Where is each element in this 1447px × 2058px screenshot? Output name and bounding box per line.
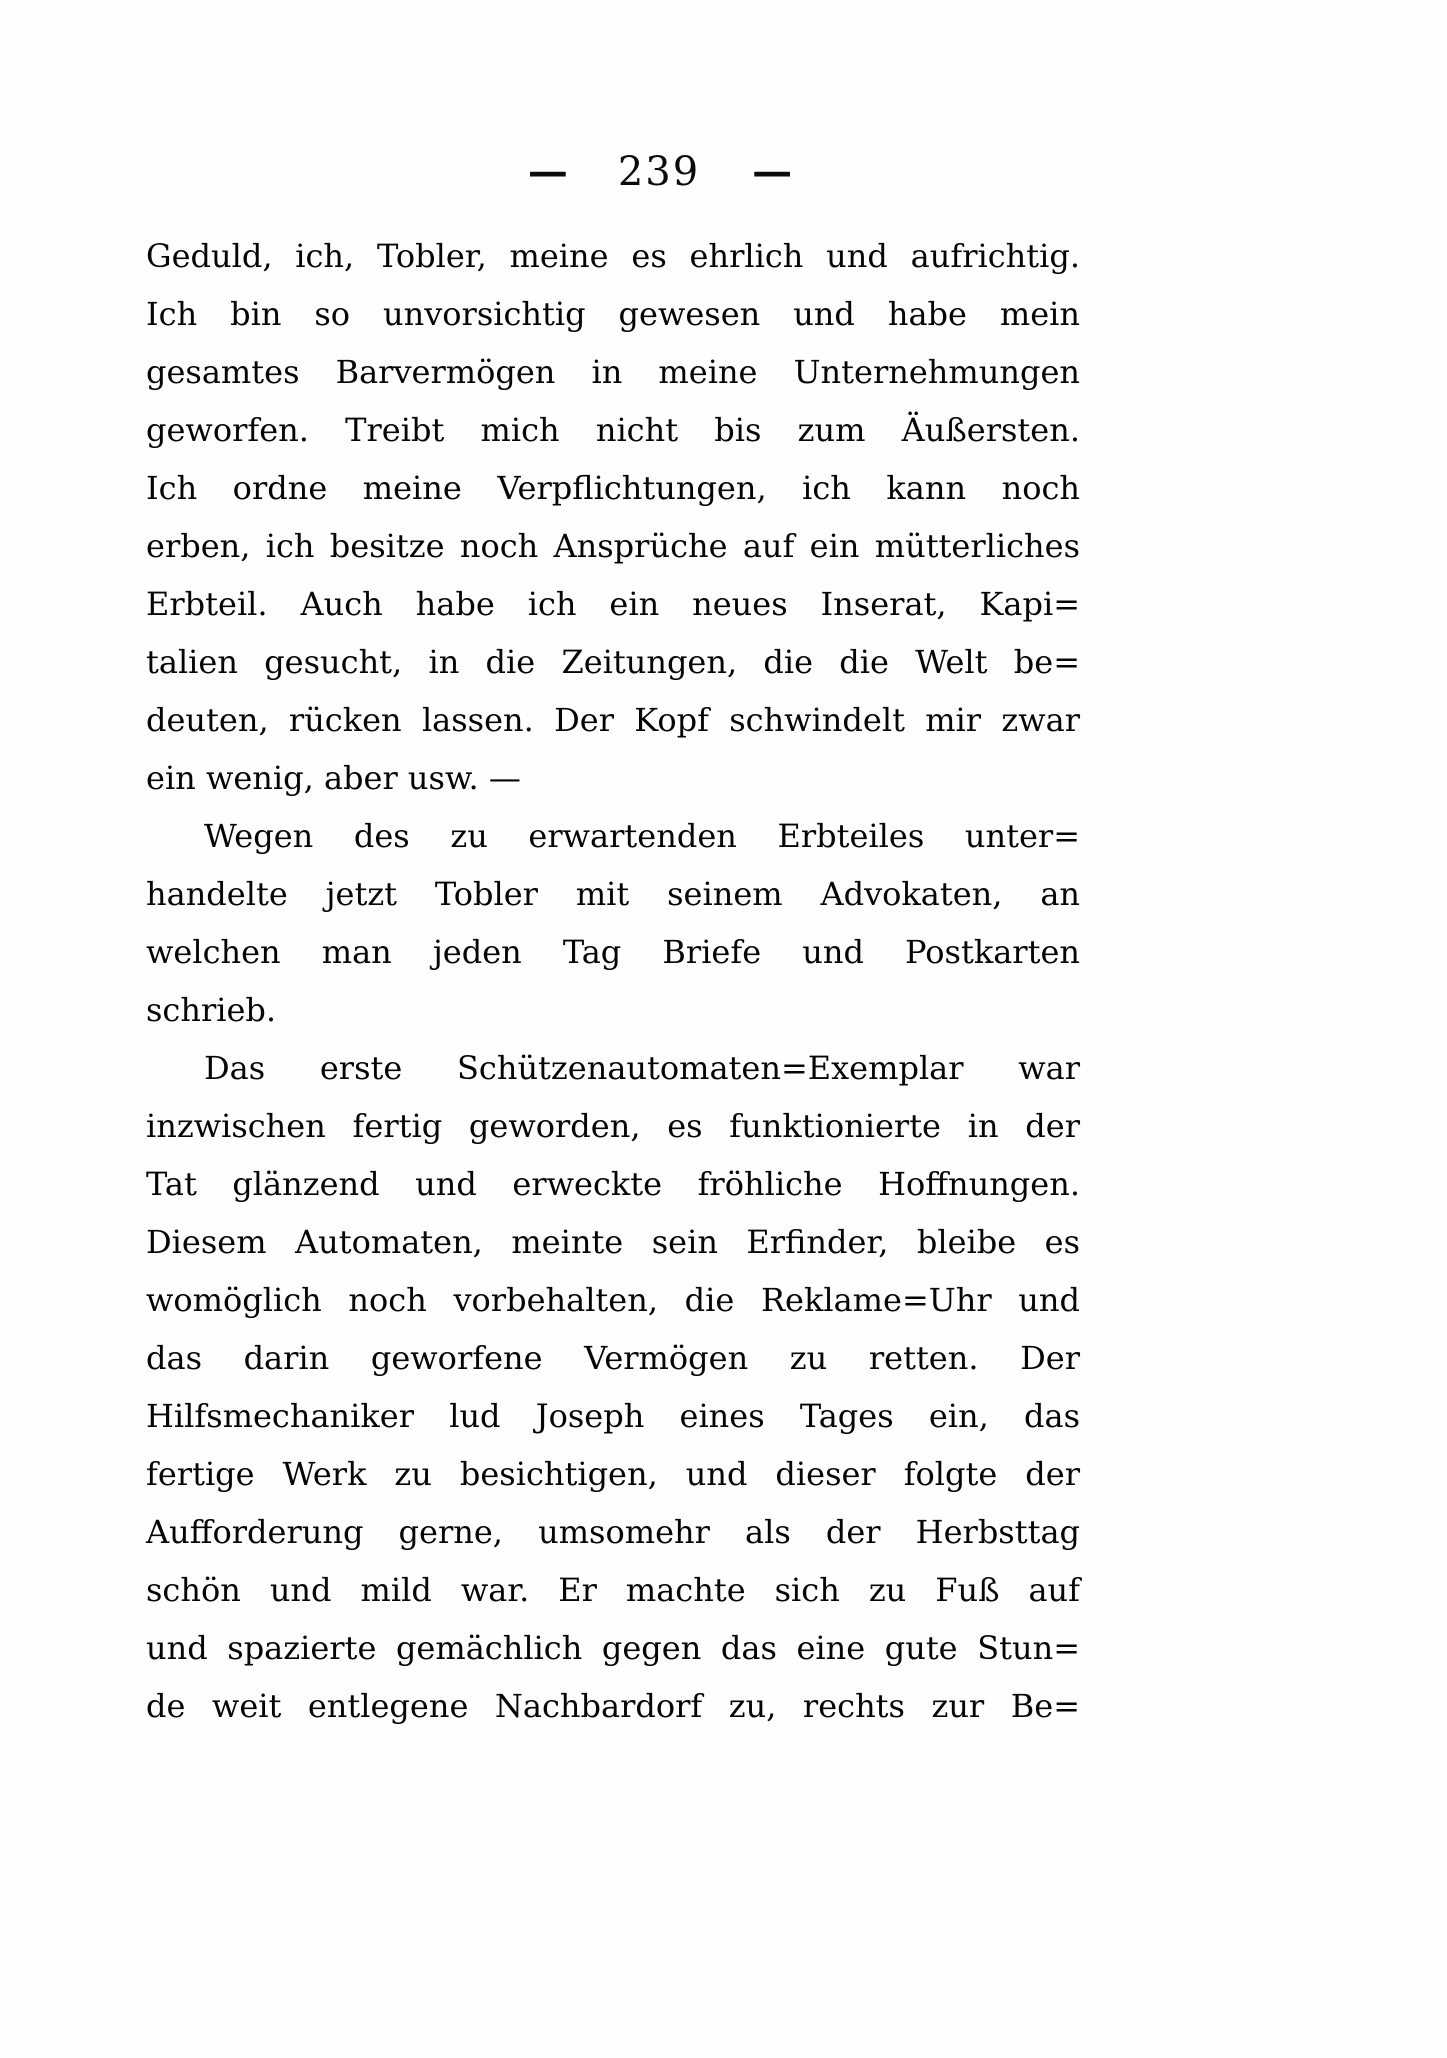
text-line: Ich ordne meine Verpflichtungen, ich kann noch [146,469,1080,507]
text-line: Hilfsmechaniker lud Joseph eines Tages ein, das [146,1397,1080,1435]
text-line: handelte jetzt Tobler mit seinem Advokaten, an [146,875,1080,913]
text-line: de weit entlegene Nachbardorf zu, rechts zur Be= [146,1687,1080,1725]
page-header [192,148,1126,196]
text-line: fertige Werk zu besichtigen, und dieser folgte der [146,1455,1080,1493]
text-line: gesamtes Barvermögen in meine Unternehmungen [146,353,1080,391]
text-line: talien gesucht, in die Zeitungen, die die Welt be= [146,643,1080,681]
header-dash-left: — [527,148,566,195]
text-line: Diesem Automaten, meinte sein Erfinder, bleibe es [146,1223,1080,1261]
text-line: Geduld, ich, Tobler, meine es ehrlich und aufrichtig. [146,237,1080,275]
header-dash-right: — [752,148,791,195]
text-line: Das erste Schützenautomaten=Exemplar war [204,1049,1080,1087]
text-line: schrieb. [146,991,277,1029]
page-number: 239 [617,149,701,195]
text-line: ein wenig, aber usw. — [146,759,521,797]
text-line: Erbteil. Auch habe ich ein neues Inserat, Kapi= [146,585,1080,623]
text-line: geworfen. Treibt mich nicht bis zum Äußersten. [146,411,1080,449]
text-line: Aufforderung gerne, umsomehr als der Herbsttag [146,1513,1080,1551]
text-line: deuten, rücken lassen. Der Kopf schwindelt mir zwar [146,701,1080,739]
text-line: welchen man jeden Tag Briefe und Postkarten [146,933,1080,971]
text-line: erben, ich besitze noch Ansprüche auf ein mütterliches [146,527,1080,565]
page-body-text [146,227,1080,1735]
text-line: womöglich noch vorbehalten, die Reklame=Uhr und [146,1281,1080,1319]
text-line: Wegen des zu erwartenden Erbteiles unter= [204,817,1080,855]
text-line: Tat glänzend und erweckte fröhliche Hoffnungen. [146,1165,1080,1203]
text-line: das darin geworfene Vermögen zu retten. Der [146,1339,1080,1377]
text-line: schön und mild war. Er machte sich zu Fuß auf [146,1571,1080,1609]
text-line: Ich bin so unvorsichtig gewesen und habe mein [146,295,1080,333]
text-line: inzwischen fertig geworden, es funktionierte in der [146,1107,1080,1145]
text-line: und spazierte gemächlich gegen das eine gute Stun= [146,1629,1080,1667]
